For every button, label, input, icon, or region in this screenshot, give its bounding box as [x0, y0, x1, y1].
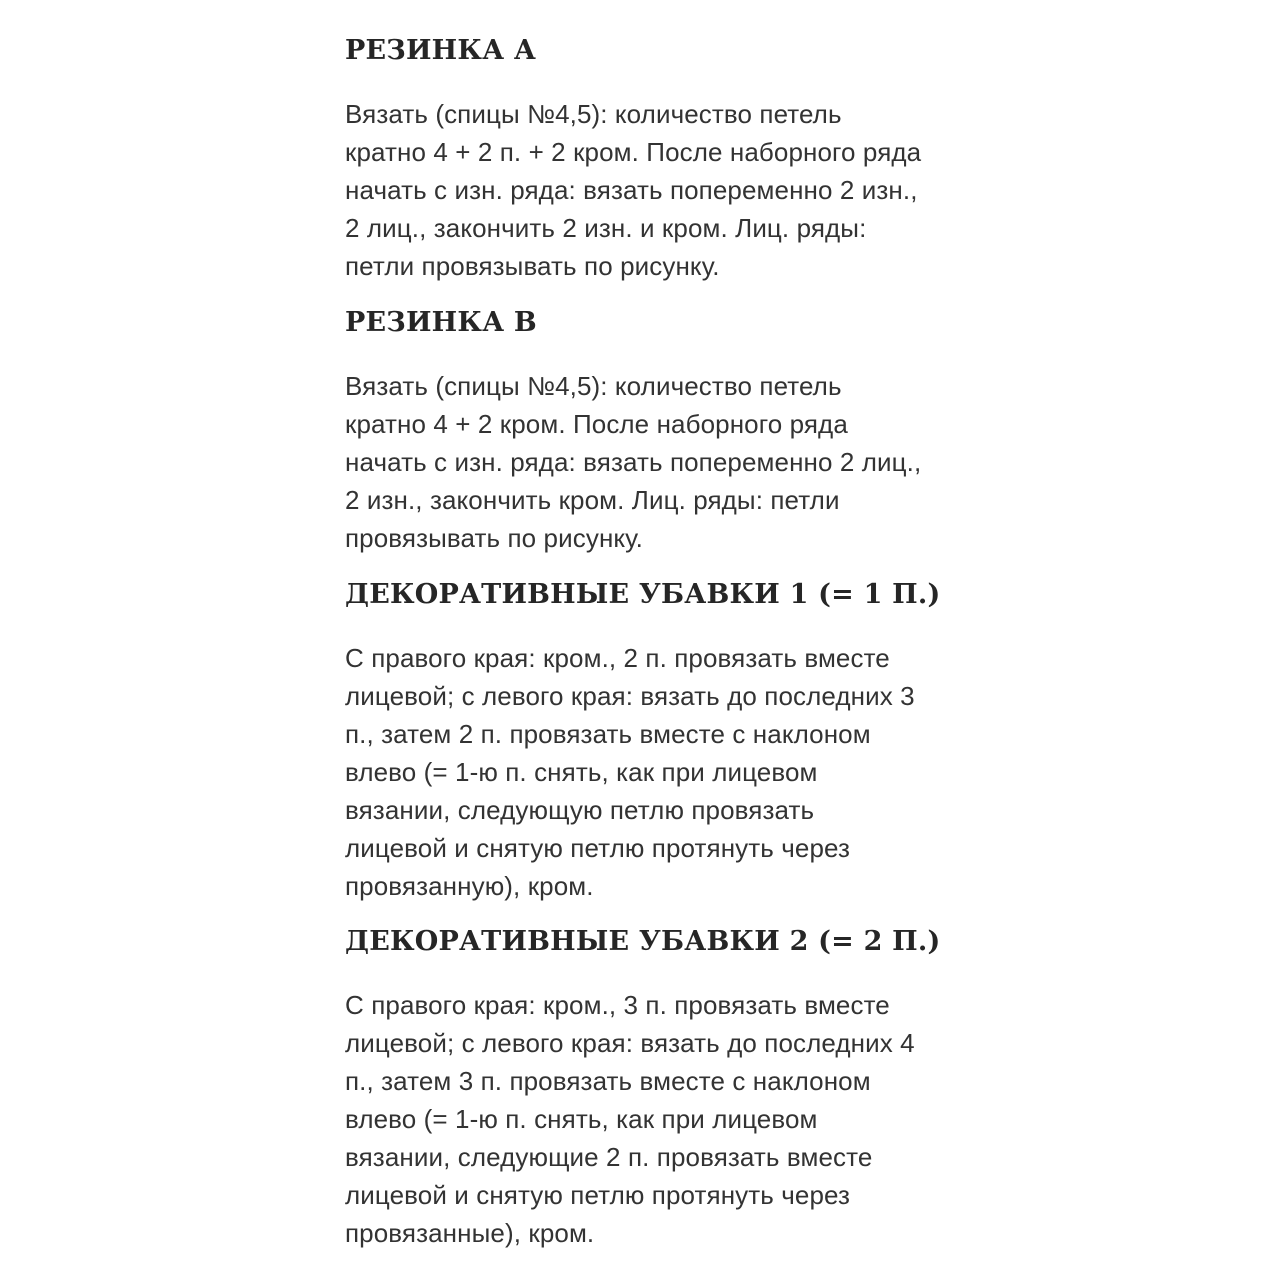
- paragraph-line: п., затем 3 п. провязать вместе с наклоном: [345, 1066, 871, 1096]
- paragraph-line: кратно 4 + 2 п. + 2 кром. После наборного ряда: [345, 137, 922, 167]
- paragraph-line: 2 изн., закончить кром. Лиц. ряды: петли: [345, 485, 840, 515]
- paragraph-line: влево (= 1-ю п. снять, как при лицевом: [345, 757, 818, 787]
- paragraph-line: Вязать (спицы №4,5): количество петель: [345, 371, 842, 401]
- paragraph-line: провязанные), кром.: [345, 1218, 595, 1248]
- section-heading-decrease-2: ДЕКОРАТИВНЫЕ УБАВКИ 2 (= 2 П.): [345, 926, 941, 957]
- paragraph-line: п., затем 2 п. провязать вместе с наклоном: [345, 719, 871, 749]
- paragraph-line: Вязать (спицы №4,5): количество петель: [345, 99, 842, 129]
- paragraph-line: лицевой и снятую петлю протянуть через: [345, 1180, 851, 1210]
- paragraph-line: лицевой; с левого края: вязать до последних 3: [345, 681, 915, 711]
- section-paragraph-rezinka-b: [345, 367, 921, 557]
- section-paragraph-decrease-1: [345, 639, 915, 905]
- paragraph-line: провязывать по рисунку.: [345, 523, 643, 553]
- paragraph-line: начать с изн. ряда: вязать попеременно 2 изн.,: [345, 175, 918, 205]
- section-heading-decrease-1: ДЕКОРАТИВНЫЕ УБАВКИ 1 (= 1 П.): [345, 579, 941, 610]
- paragraph-line: петли провязывать по рисунку.: [345, 251, 720, 281]
- paragraph-line: С правого края: кром., 2 п. провязать вместе: [345, 643, 890, 673]
- section-heading-rezinka-a: РЕЗИНКА А: [345, 35, 537, 66]
- paragraph-line: С правого края: кром., 3 п. провязать вместе: [345, 990, 890, 1020]
- paragraph-line: влево (= 1-ю п. снять, как при лицевом: [345, 1104, 818, 1134]
- paragraph-line: 2 лиц., закончить 2 изн. и кром. Лиц. ряды:: [345, 213, 867, 243]
- paragraph-line: лицевой; с левого края: вязать до последних 4: [345, 1028, 915, 1058]
- section-paragraph-decrease-2: [345, 986, 915, 1252]
- paragraph-line: вязании, следующую петлю провязать: [345, 795, 815, 825]
- section-paragraph-rezinka-a: [345, 95, 921, 285]
- paragraph-line: кратно 4 + 2 кром. После наборного ряда: [345, 409, 848, 439]
- paragraph-line: начать с изн. ряда: вязать попеременно 2 лиц.,: [345, 447, 922, 477]
- paragraph-line: вязании, следующие 2 п. провязать вместе: [345, 1142, 873, 1172]
- paragraph-line: лицевой и снятую петлю протянуть через: [345, 833, 851, 863]
- section-heading-rezinka-b: РЕЗИНКА В: [345, 307, 537, 338]
- paragraph-line: провязанную), кром.: [345, 871, 594, 901]
